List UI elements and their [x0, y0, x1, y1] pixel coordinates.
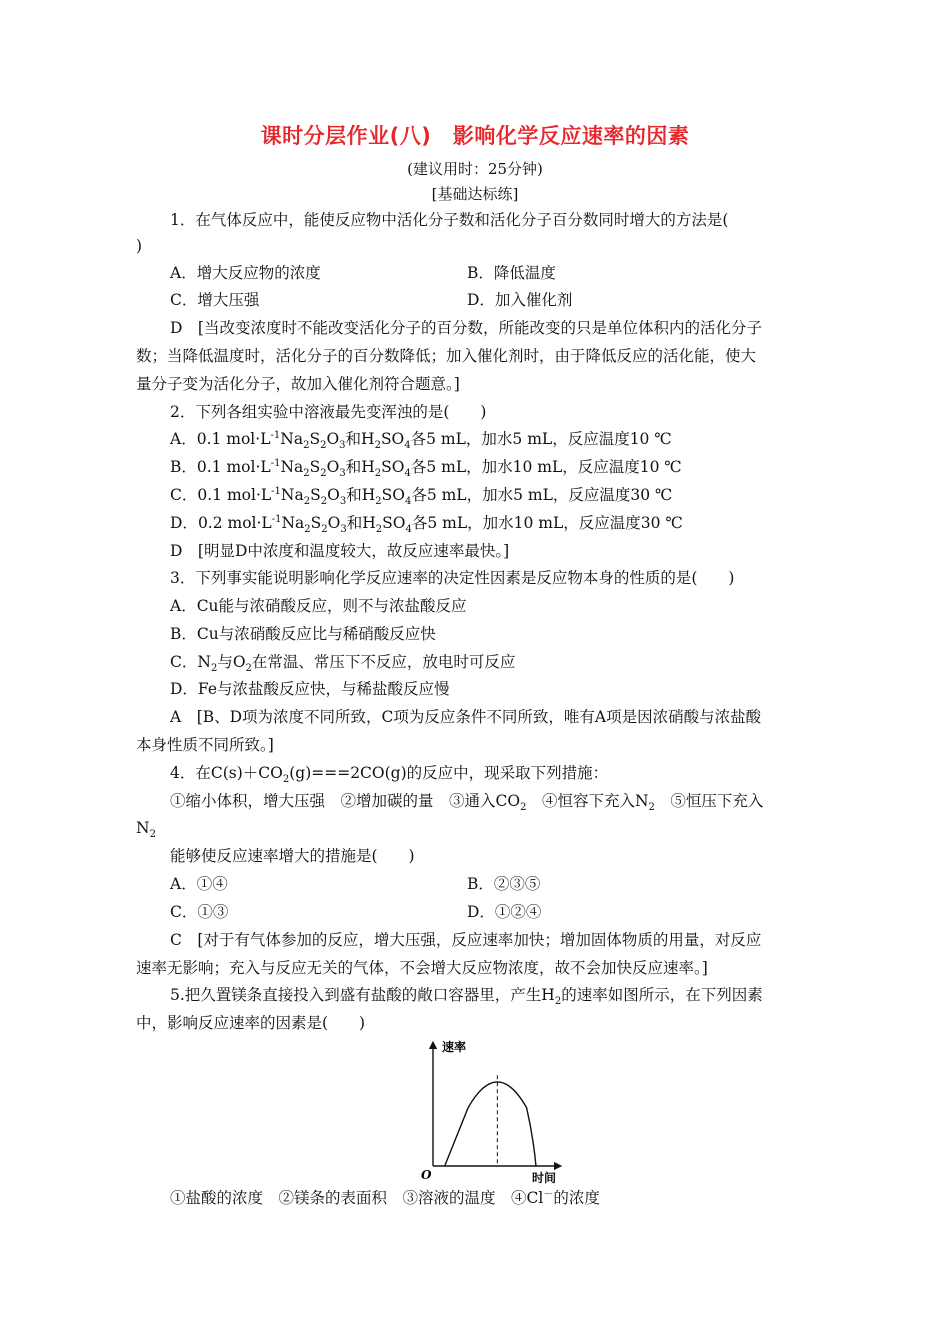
- q3-option-b: B．Cu与浓硝酸反应比与稀硝酸反应快: [170, 625, 436, 643]
- q4-answer-line1: C [对于有气体参加的反应，增大压强，反应速率加快；增加固体物质的用量，对反应: [170, 931, 762, 949]
- q3-answer-line1: A [B、D项为浓度不同所致，C项为反应条件不同所致，唯有A项是因浓硝酸与浓盐酸: [170, 708, 762, 726]
- q4-question: 能够使反应速率增大的措施是( ): [170, 847, 415, 865]
- q4-option-d: D．①②④: [467, 903, 542, 921]
- q1-answer-line3: 量分子变为活化分子，故加入催化剂符合题意。]: [136, 375, 460, 393]
- q2-option-b: B．0.1 $mol\cdot L^{-1}Na_2S_2O_3$和$H_2SO_4$各5 mL，加水10 mL，反应温度10 ℃: [170, 457, 682, 480]
- q1-option-b: B．降低温度: [467, 264, 556, 282]
- q4-option-b: B．②③⑤: [467, 875, 541, 893]
- y-axis-label: 速率: [442, 1040, 467, 1054]
- q3-option-c: C．$N_2$与$O_2$在常温、常压下不反应，放电时可反应: [170, 653, 516, 675]
- q1-option-d: D．加入催化剂: [467, 291, 573, 309]
- rate-time-chart: [400, 1035, 570, 1185]
- q4-option-c: C．①③: [170, 903, 229, 921]
- q4-stem: 4．在$C(s)+CO_2(g)===2CO(g)$的反应中，现采取下列措施：: [170, 764, 609, 786]
- q2-answer: D [明显D中浓度和温度较大，故反应速率最快。]: [170, 542, 510, 560]
- time-hint: (建议用时：25分钟): [407, 160, 543, 178]
- q3-answer-line2: 本身性质不同所致。]: [136, 736, 274, 754]
- q3-option-d: D．Fe与浓盐酸反应快，与稀盐酸反应慢: [170, 680, 450, 698]
- q1-answer-line2: 数；当降低温度时，活化分子的百分数降低；加入催化剂时，由于降低反应的活化能，使大: [136, 347, 757, 365]
- q4-measures: ①缩小体积，增大压强 ②增加碳的量 ③通入$CO_2$ ④恒容下充入$N_2$ ⑤恒压下充入: [170, 792, 764, 814]
- q4-answer-line2: 速率无影响；充入与反应无关的气体，不会增大反应物浓度，故不会加快反应速率。]: [136, 959, 708, 977]
- q2-option-c: C．0.1 $mol\cdot L^{-1}Na_2S_2O_3$和$H_2SO_4$各5 mL，加水5 mL，反应温度30 ℃: [170, 485, 673, 508]
- section-label: [基础达标练]: [431, 185, 519, 203]
- rate-curve: [445, 1082, 536, 1166]
- q2-option-d: D．0.2 $mol\cdot L^{-1}Na_2S_2O_3$和$H_2SO_4$各5 mL，加水10 mL，反应温度30 ℃: [170, 513, 683, 536]
- q2-option-a: A．0.1 $mol\cdot L^{-1}Na_2S_2O_3$和$H_2SO_4$各5 mL，加水5 mL，反应温度10 ℃: [170, 429, 672, 452]
- q1-answer-line1: D [当改变浓度时不能改变活化分子的百分数，所能改变的只是单位体积内的活化分子: [170, 319, 762, 337]
- q4-option-a: A．①④: [170, 875, 228, 893]
- x-axis-label: 时间: [532, 1171, 557, 1185]
- q1-stem-line2: ): [136, 237, 143, 255]
- origin-label: O: [421, 1168, 432, 1182]
- q5-stem-line2: 中，影响反应速率的因素是( ): [136, 1014, 366, 1032]
- q1-option-a: A．增大反应物的浓度: [170, 264, 321, 282]
- q3-stem: 3．下列事实能说明影响化学反应速率的决定性因素是反应物本身的性质的是( ): [170, 569, 735, 587]
- q3-option-a: A．Cu能与浓硝酸反应，则不与浓盐酸反应: [170, 597, 467, 615]
- page-title: 课时分层作业(八) 影响化学反应速率的因素: [260, 124, 690, 148]
- q2-stem: 2．下列各组实验中溶液最先变浑浊的是( ): [170, 403, 487, 421]
- q1-option-c: C．增大压强: [170, 291, 260, 309]
- q1-stem-line1: 1．在气体反应中，能使反应物中活化分子数和活化分子百分数同时增大的方法是(: [170, 211, 729, 229]
- q5-factors: ①盐酸的浓度 ②镁条的表面积 ③溶液的温度 ④Cl－的浓度: [170, 1188, 600, 1207]
- q4-measures-line2: $N_2$: [136, 819, 156, 841]
- q5-stem-line1: 5.把久置镁条直接投入到盛有盐酸的敞口容器里，产生$H_2$的速率如图所示，在下列因素: [170, 986, 763, 1008]
